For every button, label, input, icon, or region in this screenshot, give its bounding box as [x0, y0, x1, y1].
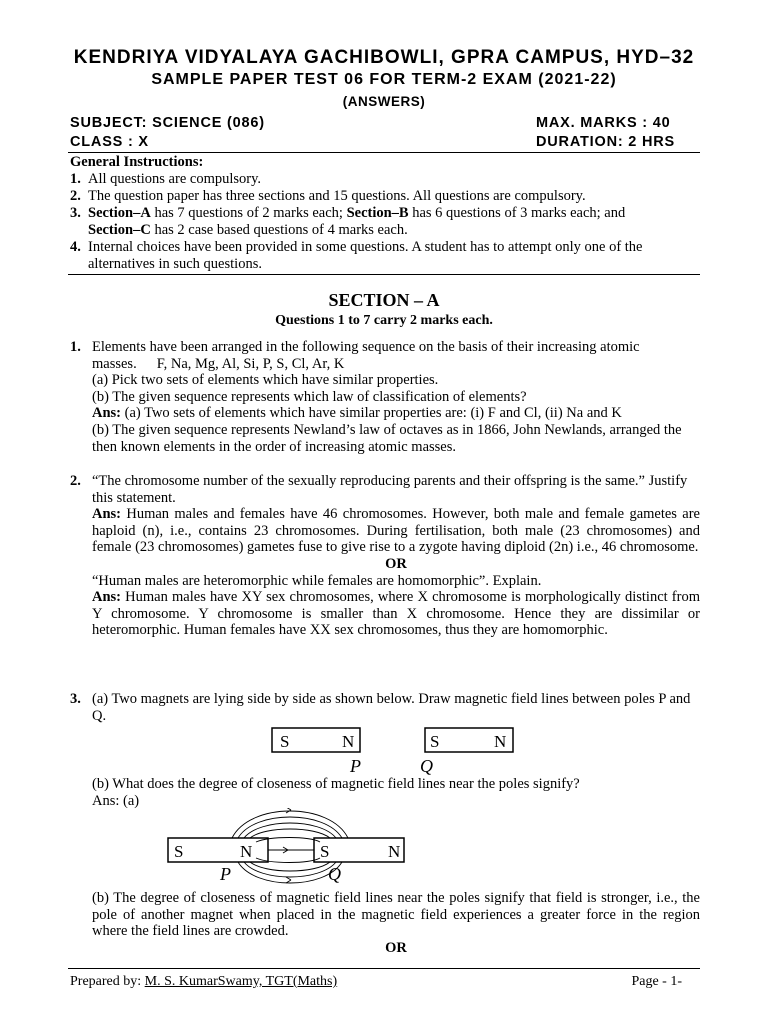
question-number: 3. — [70, 691, 81, 707]
question-3-part-b — [70, 776, 700, 809]
or-label: OR — [385, 939, 407, 956]
instruction-number: 1. — [70, 171, 81, 187]
question-part: (a) Pick two sets of elements which have similar properties. — [92, 372, 439, 389]
page-number: Page - 1- — [631, 974, 682, 989]
instruction-item — [70, 239, 700, 273]
magnets-figure — [260, 722, 540, 778]
pole-label-n: N — [388, 842, 401, 861]
pole-label-s: S — [430, 732, 440, 751]
instructions-title: General Instructions: — [70, 154, 204, 170]
pole-label-s: S — [320, 842, 330, 861]
instruction-item — [70, 188, 700, 205]
question-part: (b) The given sequence represents which law of classification of elements? — [92, 388, 527, 405]
prepared-by-name: M. S. KumarSwamy, TGT(Maths) — [144, 974, 338, 989]
instruction-number: 2. — [70, 188, 81, 204]
duration: DURATION: 2 HRS — [536, 134, 676, 150]
question-text: “Human males are heteromorphic while females are homomorphic”. Explain. — [92, 572, 542, 589]
question-3-answer-b — [70, 890, 700, 956]
question-2 — [70, 473, 700, 639]
answer-text: (b) The degree of closeness of magnetic field lines near the poles signify that field is stronger, i.e., the pole of another magnet when placed in the magnetic field experiences a greater force in the region where the field lines are crowded. — [92, 890, 700, 940]
instruction-text: Internal choices have been provided in some questions. A student has to attempt only one of the alternatives in such questions. — [88, 239, 643, 272]
question-text: (a) Two magnets are lying side by side as shown below. Draw magnetic field lines between poles P and Q. — [92, 691, 691, 724]
prepared-by: Prepared by: M. S. KumarSwamy, TGT(Maths) — [70, 974, 338, 989]
section-title: SECTION – A — [328, 290, 440, 310]
label-p: P — [220, 864, 231, 884]
instruction-item — [70, 205, 700, 239]
instruction-text: Section–A has 7 questions of 2 marks each; Section–B has 6 questions of 3 marks each; and Section–C has 2 case based questions of 4 marks each. — [88, 205, 626, 238]
header-rule — [68, 152, 700, 153]
instruction-text: The question paper has three sections and 15 questions. All questions are compulsory. — [88, 188, 586, 204]
answer-text: Ans: Human males and females have 46 chromosomes. However, both male and female gametes are haploid (n), i.e., contains 23 chromosomes. During fertilisation, both male (23 chromosomes) and female (23 chromosomes) gametes fuse to give rise to a zygote having diploid (2n) i.e., 46 chromosome. — [92, 506, 700, 556]
subject: SUBJECT: SCIENCE (086) — [70, 115, 265, 131]
label-p: P — [350, 756, 361, 776]
school-name: KENDRIYA VIDYALAYA GACHIBOWLI, GPRA CAMPUS, HYD–32 — [73, 47, 695, 68]
footer-rule — [68, 968, 700, 969]
instruction-item — [70, 171, 700, 188]
instruction-number: 3. — [70, 205, 81, 221]
answer-text: Ans: (a) Two sets of elements which have similar properties are: (i) F and Cl, (ii) Na and K — [92, 405, 622, 422]
answer-text: Ans: Human males have XY sex chromosomes, where X chromosome is morphologically distinct from Y chromosome. Y chromosome is smaller than X chromosome. Hence they are dissimilar or heteromorphic. Human females have XX sex chromosomes, thus they are homomorphic. — [92, 589, 700, 639]
instructions-rule — [68, 274, 700, 275]
pole-label-s: S — [280, 732, 290, 751]
pole-label-n: N — [240, 842, 253, 861]
question-text: Elements have been arranged in the following sequence on the basis of their increasing atomic — [92, 339, 640, 355]
label-q: Q — [328, 864, 341, 884]
answer-text: (b) The given sequence represents Newland’s law of octaves as in 1866, John Newlands, arranged the then known elements in the order of increasing atomic masses. — [92, 421, 682, 455]
section-subtitle: Questions 1 to 7 carry 2 marks each. — [275, 313, 493, 328]
question-text: masses. F, Na, Mg, Al, Si, P, S, Cl, Ar, K — [92, 355, 345, 372]
label-q: Q — [420, 756, 433, 776]
question-number: 2. — [70, 473, 81, 489]
answer-text: Ans: (a) — [92, 792, 140, 809]
question-3 — [70, 691, 700, 724]
pole-label-n: N — [494, 732, 507, 751]
field-lines-figure — [160, 808, 420, 884]
question-1 — [70, 339, 700, 455]
question-number: 1. — [70, 339, 81, 355]
question-part: (b) What does the degree of closeness of magnetic field lines near the poles signify? — [92, 776, 580, 792]
or-label: OR — [385, 555, 407, 572]
pole-label-n: N — [342, 732, 355, 751]
max-marks: MAX. MARKS : 40 — [536, 115, 671, 131]
field-arrows — [283, 808, 291, 883]
instruction-text: All questions are compulsory. — [88, 171, 262, 187]
instruction-number: 4. — [70, 239, 81, 255]
class: CLASS : X — [70, 134, 149, 150]
answers-label: (ANSWERS) — [342, 94, 426, 109]
pole-label-s: S — [174, 842, 184, 861]
test-title: SAMPLE PAPER TEST 06 FOR TERM-2 EXAM (2021-22) — [151, 71, 617, 88]
question-text: “The chromosome number of the sexually reproducing parents and their offspring is the same.” Justify this statement. — [92, 473, 688, 506]
